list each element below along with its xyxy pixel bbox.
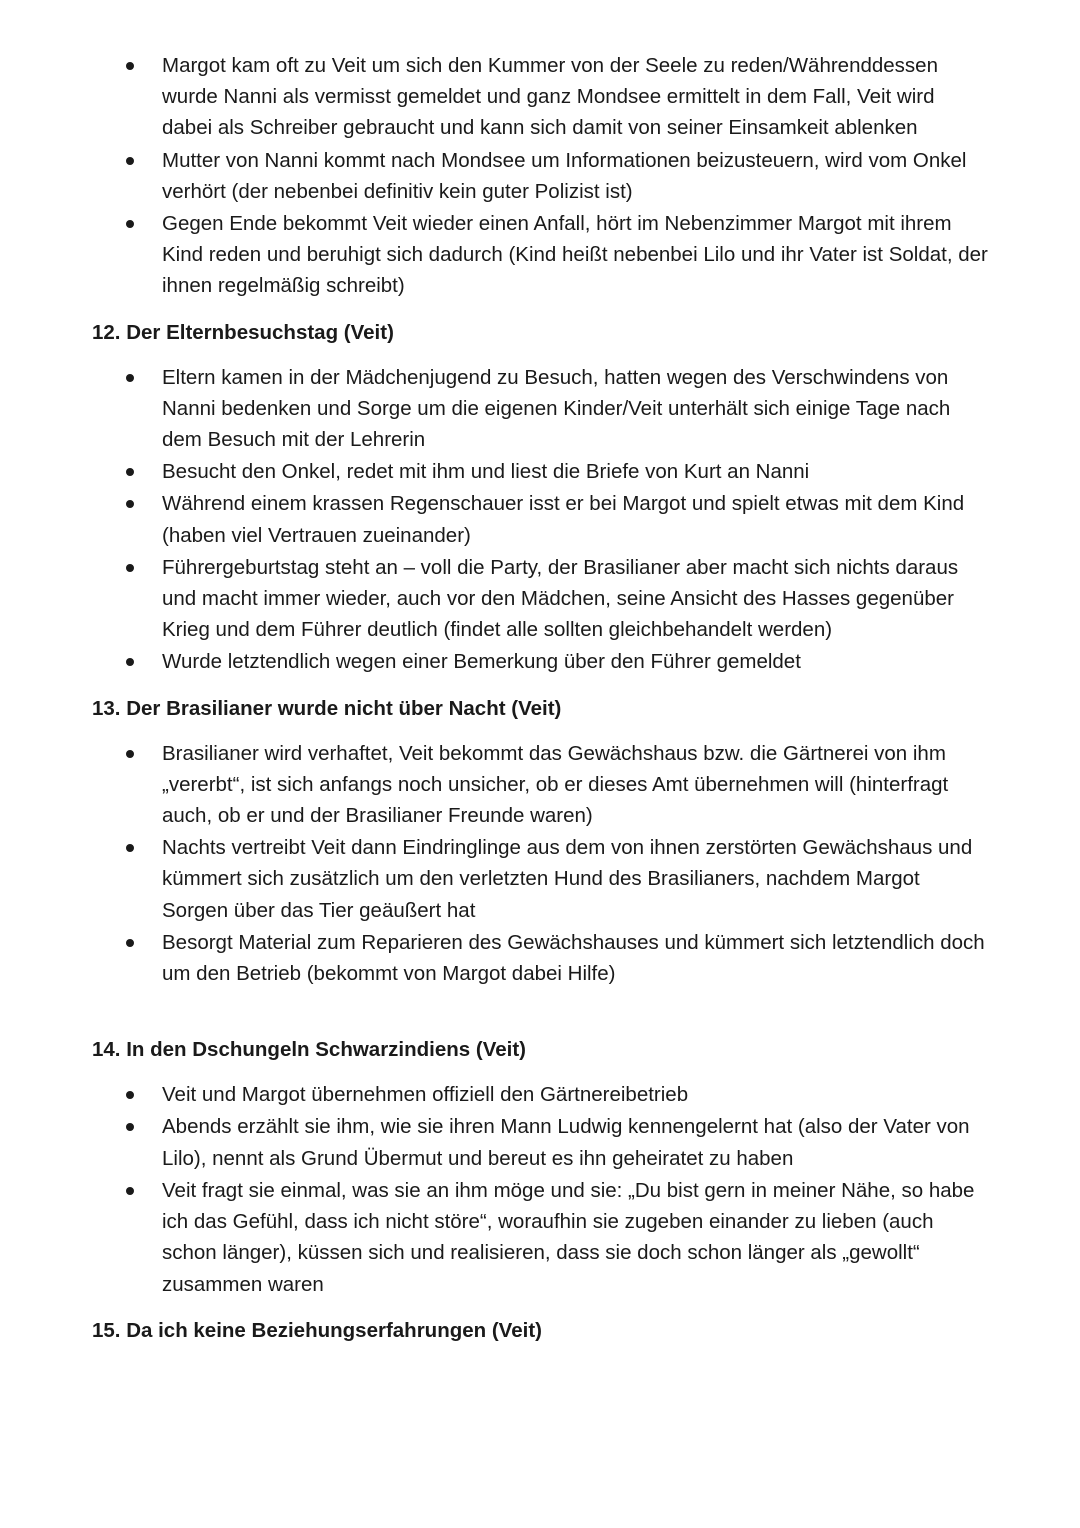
bullet-dot-icon: [126, 658, 134, 666]
list-item-text: Brasilianer wird verhaftet, Veit bekommt das Gewächshaus bzw. die Gärtnerei von ihm „vererbt“, ist sich anfangs noch unsicher, ob er dieses Amt übernehmen will (hinterfragt auch, ob er und der Brasilianer Freunde waren): [162, 741, 949, 828]
bullet-dot-icon: [126, 220, 134, 228]
list-item: [92, 927, 990, 989]
list-item-text: Während einem krassen Regenschauer isst er bei Margot und spielt etwas mit dem Kind (haben viel Vertrauen zueinander): [162, 492, 965, 547]
list-item-text: Margot kam oft zu Veit um sich den Kummer von der Seele zu reden/Währenddessen wurde Nanni als vermisst gemeldet und ganz Mondsee ermittelt in dem Fall, Veit wird dabei als Schreiber gebraucht und kann sich damit von seiner Einsamkeit ablenken: [162, 54, 938, 140]
list-item: [92, 456, 990, 487]
list-item-text: Mutter von Nanni kommt nach Mondsee um Informationen beizusteuern, wird vom Onkel verhört (der nebenbei definitiv kein guter Polizist ist): [162, 148, 967, 203]
bullet-dot-icon: [126, 157, 134, 165]
list-item-text: Eltern kamen in der Mädchenjugend zu Besuch, hatten wegen des Verschwindens von Nanni bedenken und Sorge um die eigenen Kinder/Veit unterhält sich einige Tage nach dem Besuch mit der Lehrerin: [162, 365, 951, 452]
spacer: [92, 679, 990, 693]
list-item: [92, 1079, 990, 1110]
list-item: [92, 50, 990, 144]
section-heading-12: 12. Der Elternbesuchstag (Veit): [92, 320, 394, 344]
section-heading-15: 15. Da ich keine Beziehungserfahrungen (Veit): [92, 1318, 542, 1342]
list-item-text: Veit und Margot übernehmen offiziell den Gärtnereibetrieb: [162, 1083, 689, 1107]
spacer: [92, 990, 990, 1034]
list-item: [92, 362, 990, 456]
spacer: [92, 1065, 990, 1079]
list-item: [92, 488, 990, 550]
bullet-dot-icon: [126, 374, 134, 382]
list-item: [92, 1111, 990, 1173]
bullet-dot-icon: [126, 468, 134, 476]
list-item: [92, 552, 990, 646]
list-item-text: Veit fragt sie einmal, was sie an ihm möge und sie: „Du bist gern in meiner Nähe, so habe ich das Gefühl, dass ich nicht störe“, woraufhin sie zugeben einander zu lieben (auch schon länger), küssen sich und realisieren, dass sie doch schon länger als „gewollt“ zusammen waren: [162, 1178, 975, 1296]
list-item-text: Gegen Ende bekommt Veit wieder einen Anfall, hört im Nebenzimmer Margot mit ihrem Kind reden und beruhigt sich dadurch (Kind heißt nebenbei Lilo und ihr Vater ist Soldat, der ihnen regelmäßig schreibt): [162, 212, 988, 298]
list-item-text: Besorgt Material zum Reparieren des Gewächshauses und kümmert sich letztendlich doch um den Betrieb (bekommt von Margot dabei Hilfe): [162, 930, 985, 986]
spacer: [92, 303, 990, 317]
list-item: [92, 646, 990, 677]
section-heading-13: 13. Der Brasilianer wurde nicht über Nacht (Veit): [92, 696, 562, 720]
bullet-dot-icon: [126, 1091, 134, 1099]
list-item-text: Führergeburtstag steht an – voll die Party, der Brasilianer aber macht sich nichts daraus und macht immer wieder, auch vor den Mädchen, seine Ansicht des Hasses gegenüber Krieg und dem Führer deutlich (findet alle sollten gleichbehandelt werden): [162, 555, 959, 642]
spacer: [92, 1301, 990, 1315]
spacer: [92, 724, 990, 738]
spacer: [92, 348, 990, 362]
bullet-dot-icon: [126, 564, 134, 572]
bullet-dot-icon: [126, 750, 134, 758]
bullet-dot-icon: [126, 62, 134, 70]
list-item: [92, 832, 990, 926]
bullet-dot-icon: [126, 844, 134, 852]
bullet-dot-icon: [126, 1123, 134, 1131]
section-13-bullet-list: [92, 738, 990, 990]
list-item: [92, 738, 990, 832]
list-item-text: Besucht den Onkel, redet mit ihm und liest die Briefe von Kurt an Nanni: [162, 460, 810, 484]
list-item-text: Nachts vertreibt Veit dann Eindringlinge aus dem von ihnen zerstörten Gewächshaus und kümmert sich zusätzlich um den verletzten Hund des Brasilianers, nachdem Margot Sorgen über das Tier geäußert hat: [162, 836, 973, 922]
section-14-bullet-list: [92, 1079, 990, 1299]
list-item: [92, 208, 990, 302]
list-item: [92, 145, 990, 207]
section-heading-14: 14. In den Dschungeln Schwarzindiens (Veit): [92, 1038, 527, 1062]
section-12-bullet-list: [92, 362, 990, 678]
list-item-text: Wurde letztendlich wegen einer Bemerkung über den Führer gemeldet: [162, 650, 801, 674]
list-item: [92, 1175, 990, 1300]
list-item-text: Abends erzählt sie ihm, wie sie ihren Mann Ludwig kennengelernt hat (also der Vater von Lilo), nennt als Grund Übermut und bereut es ihn geheiratet zu haben: [162, 1115, 970, 1170]
intro-bullet-list: [92, 50, 990, 302]
bullet-dot-icon: [126, 939, 134, 947]
bullet-dot-icon: [126, 1187, 134, 1195]
bullet-dot-icon: [126, 500, 134, 508]
